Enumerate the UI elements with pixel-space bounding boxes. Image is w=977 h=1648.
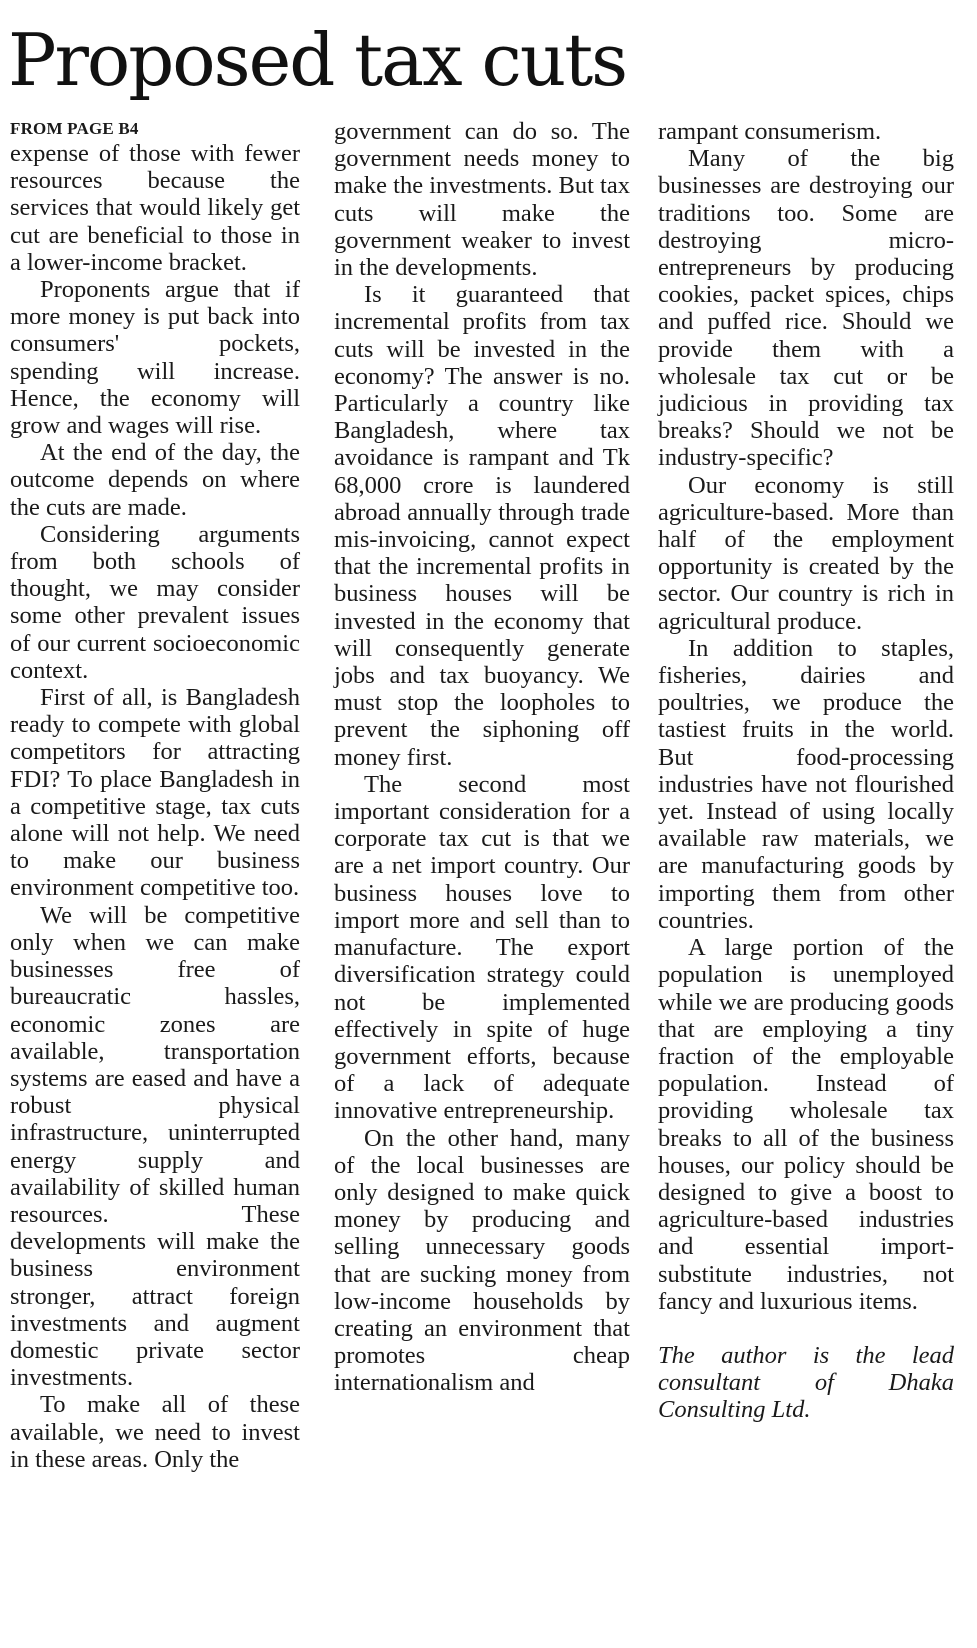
byline-spacer: [658, 1315, 954, 1342]
paragraph: We will be competitive only when we can make businesses free of bureaucratic hassles, economic zones are available, transportation systems are eased and have a robust physical infrastructure, uninterrupted energy supply and availability of skilled human resources. These developments will make the business environment stronger, attract foreign investments and augment domestic private sector investments.: [10, 901, 300, 1392]
paragraph: At the end of the day, the outcome depends on where the cuts are made.: [10, 439, 300, 521]
paragraph: rampant consumerism.: [658, 118, 882, 145]
paragraph: A large portion of the population is unemployed while we are producing goods that are employing a tiny fraction of the employable population. Instead of providing wholesale tax breaks to all of the business houses, our policy should be designed to give a boost to agriculture-based industries and essential import-substitute industries, not fancy and luxurious items.: [658, 934, 954, 1315]
author-byline: The author is the lead consultant of Dhaka Consulting Ltd.: [658, 1341, 954, 1424]
article-column-3: [658, 118, 954, 1424]
continuation-kicker: FROM PAGE B4: [10, 119, 139, 138]
paragraph: expense of those with fewer resources because the services that would likely get cut are beneficial to those in a lower-income bracket.: [10, 140, 300, 276]
paragraph: To make all of these available, we need to invest in these areas. Only the: [10, 1391, 300, 1473]
paragraph: Our economy is still agriculture-based. More than half of the employment opportunity is created by the sector. Our country is rich in agricultural produce.: [658, 471, 954, 635]
paragraph: Many of the big businesses are destroying our traditions too. Some are destroying micro-entrepreneurs by producing cookies, packet spices, chips and puffed rice. Should we provide them with a wholesale tax cut or be judicious in providing tax breaks? Should we not be industry-specific?: [658, 145, 954, 472]
article-column-1: [10, 118, 300, 1473]
headline: Proposed tax cuts: [8, 18, 627, 102]
paragraph: First of all, is Bangladesh ready to compete with global competitors for attracting FDI? To place Bangladesh in a competitive stage, tax cuts alone will not help. We need to make our business environment competitive too.: [10, 684, 300, 902]
paragraph: Considering arguments from both schools of thought, we may consider some other prevalent issues of our current socioeconomic context.: [10, 520, 300, 684]
paragraph: The second most important consideration for a corporate tax cut is that we are a net import country. Our business houses love to import more and sell than to manufacture. The export diversification strategy could not be implemented effectively in spite of huge government efforts, because of a lack of adequate innovative entrepreneurship.: [334, 770, 630, 1125]
article-column-2: [334, 118, 630, 1397]
paragraph: In addition to staples, fisheries, dairies and poultries, we produce the tastiest fruits in the world. But food-processing industries have not flourished yet. Instead of using locally available raw materials, we are manufacturing goods by importing them from other countries.: [658, 634, 954, 934]
paragraph: On the other hand, many of the local businesses are only designed to make quick money by producing and selling unnecessary goods that are sucking money from low-income households by creating an environment that promotes cheap internationalism and: [334, 1124, 630, 1397]
paragraph: Proponents argue that if more money is put back into consumers' pockets, spending will increase. Hence, the economy will grow and wages will rise.: [10, 276, 300, 440]
paragraph: Is it guaranteed that incremental profits from tax cuts will be invested in the economy? The answer is no. Particularly a country like Bangladesh, where tax avoidance is rampant and Tk 68,000 crore is laundered abroad annually through trade mis-invoicing, cannot expect that the incremental profits in business houses will be invested in the economy that will consequently generate jobs and tax buoyancy. We must stop the loopholes to prevent the siphoning off money first.: [334, 281, 630, 771]
paragraph: government can do so. The government needs money to make the investments. But tax cuts will make the government weaker to invest in the developments.: [334, 118, 630, 282]
